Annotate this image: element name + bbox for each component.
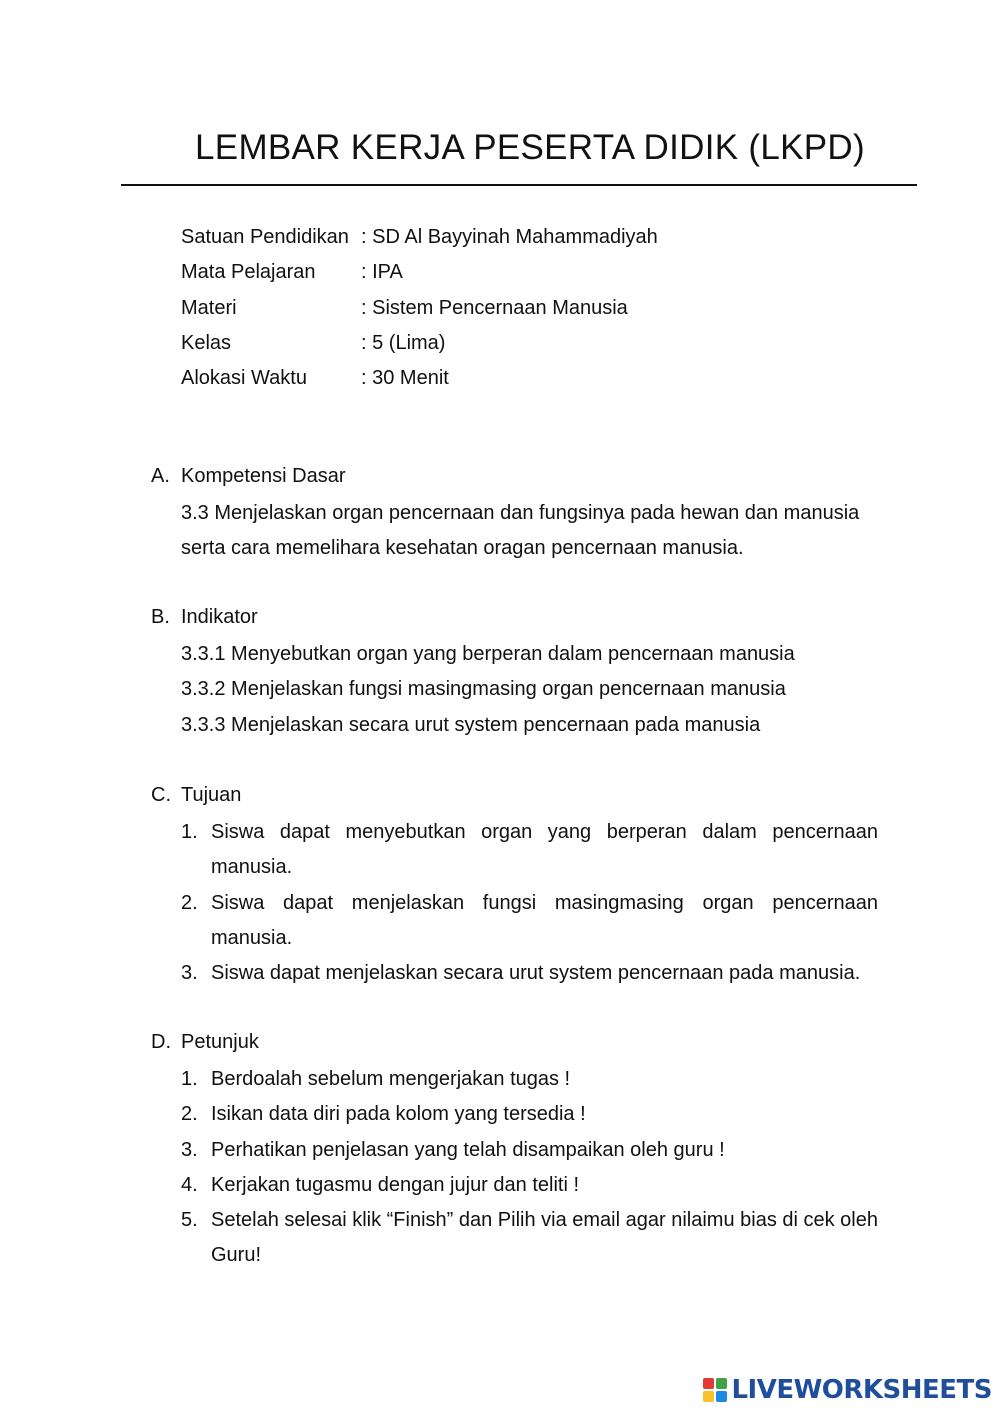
section-letter: A.: [151, 465, 170, 487]
meta-row: [181, 328, 658, 363]
instructions-list: [151, 1062, 881, 1274]
item-number: 4.: [181, 1173, 198, 1196]
section-kompetensi-dasar: [151, 461, 881, 567]
meta-value: : 5 (Lima): [361, 331, 446, 354]
meta-label: Mata Pelajaran: [181, 261, 316, 284]
section-petunjuk: [151, 1027, 881, 1274]
indicator-line: 3.3.2 Menjelaskan fungsi masingmasing organ pencernaan manusia: [181, 678, 786, 701]
meta-row: [181, 363, 658, 398]
item-number: 3.: [181, 1138, 198, 1161]
section-letter: C.: [151, 784, 171, 806]
section-heading: [151, 1027, 881, 1062]
section-heading: [151, 780, 881, 815]
section-heading: [151, 461, 881, 496]
meta-row: [181, 257, 658, 292]
item-number: 1.: [181, 1068, 198, 1090]
section-indikator: [151, 602, 881, 743]
list-item: [151, 1062, 881, 1097]
identity-table: [181, 222, 658, 398]
list-item: [151, 1097, 881, 1132]
item-number: 2.: [181, 1103, 198, 1126]
section-letter: D.: [151, 1031, 171, 1053]
item-text: Setelah selesai klik “Finish” dan Pilih via email agar nilaimu bias di cek oleh Guru!: [211, 1209, 878, 1267]
list-item: [151, 1133, 881, 1168]
page-title: LEMBAR KERJA PESERTA DIDIK (LKPD): [195, 128, 865, 167]
item-number: 2.: [181, 891, 198, 914]
list-item: [151, 815, 881, 886]
section-tujuan: [151, 780, 881, 991]
item-text: Berdoalah sebelum mengerjakan tugas !: [211, 1068, 571, 1090]
list-item: [151, 1203, 881, 1274]
meta-value: : Sistem Pencernaan Manusia: [361, 296, 628, 319]
meta-label: Satuan Pendidikan: [181, 226, 349, 248]
list-item: [151, 956, 881, 991]
meta-value: : SD Al Bayyinah Mahammadiyah: [361, 226, 658, 248]
indicator-line: 3.3.1 Menyebutkan organ yang berperan dalam pencernaan manusia: [181, 643, 795, 665]
meta-label: Kelas: [181, 331, 232, 354]
meta-value: : IPA: [361, 261, 403, 284]
list-item: [151, 1168, 881, 1203]
item-text: Isikan data diri pada kolom yang tersedia !: [211, 1103, 586, 1126]
meta-label: Alokasi Waktu: [181, 367, 307, 390]
section-title: Kompetensi Dasar: [181, 465, 346, 487]
section-title: Indikator: [181, 606, 258, 628]
item-text: Siswa dapat menjelaskan fungsi masingmasing organ pencernaan manusia.: [211, 891, 878, 949]
item-number: 3.: [181, 962, 198, 985]
list-item: [151, 886, 881, 957]
item-text: Siswa dapat menjelaskan secara urut system pencernaan pada manusia.: [211, 962, 861, 985]
text-line: 3.3 Menjelaskan organ pencernaan dan fungsinya pada hewan dan manusia: [181, 502, 860, 524]
section-title: Tujuan: [181, 784, 242, 806]
item-text: Siswa dapat menyebutkan organ yang berperan dalam pencernaan manusia.: [211, 821, 878, 879]
item-number: 5.: [181, 1209, 198, 1232]
item-text: Kerjakan tugasmu dengan jujur dan teliti !: [211, 1173, 580, 1196]
section-heading: [151, 602, 881, 637]
title-divider: [121, 184, 917, 186]
meta-value: : 30 Menit: [361, 367, 449, 390]
liveworksheets-logo: [703, 1375, 992, 1405]
indicator-line: 3.3.3 Menjelaskan secara urut system pencernaan pada manusia: [181, 713, 761, 736]
meta-row: [181, 293, 658, 328]
meta-label: Materi: [181, 296, 237, 319]
text-line: serta cara memelihara kesehatan oragan pencernaan manusia.: [181, 537, 744, 560]
logo-text: LIVEWORKSHEETS: [731, 1375, 992, 1405]
meta-row: [181, 222, 658, 257]
item-text: Perhatikan penjelasan yang telah disampaikan oleh guru !: [211, 1138, 725, 1161]
logo-mark-icon: [703, 1378, 727, 1402]
objectives-list: [151, 815, 881, 991]
item-number: 1.: [181, 821, 198, 843]
section-title: Petunjuk: [181, 1031, 259, 1053]
section-letter: B.: [151, 606, 170, 628]
